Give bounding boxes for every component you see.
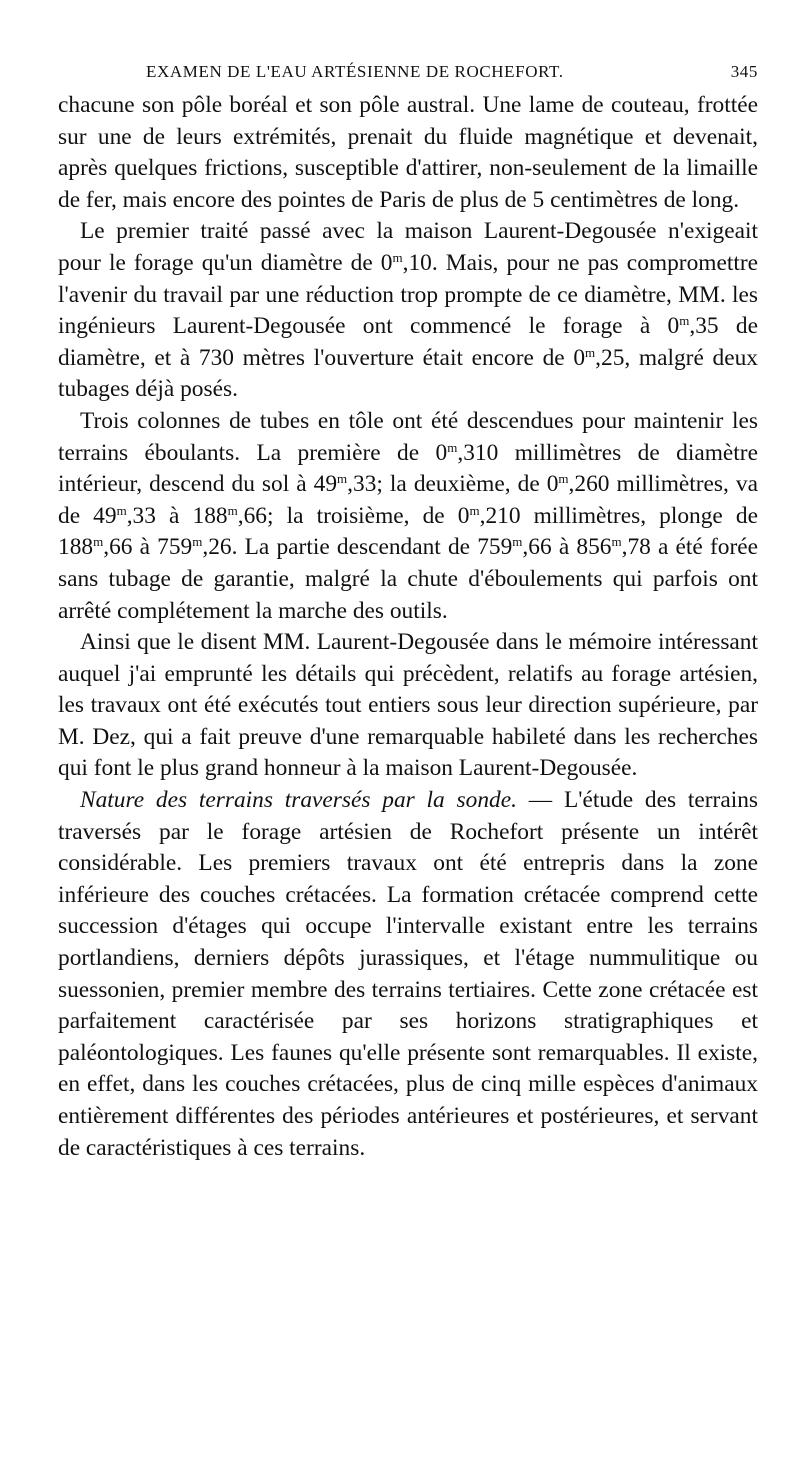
unit-superscript: m — [337, 471, 348, 487]
text-run: Le premier traité passé avec la maison Laurent-Degousée n'exigeait pour le forage qu'un diamètre de 0 — [58, 218, 758, 276]
unit-superscript: m — [512, 534, 523, 550]
paragraph — [58, 216, 758, 406]
unit-superscript: m — [469, 502, 480, 518]
running-head — [58, 50, 758, 90]
text-run: ,66; la troisième, de 0 — [237, 502, 470, 529]
unit-superscript: m — [227, 502, 238, 518]
text-run: ,210 millimètres, plonge de 188 — [58, 502, 758, 561]
unit-superscript: m — [558, 471, 569, 487]
unit-superscript: m — [611, 534, 622, 550]
text-run: chacune son pôle boréal et son pôle austral. Une lame de couteau, frottée sur une de leurs extrémités, prenait du fluide magnétique et devenait, après quelques frictions, susceptible d'attirer, non-seulement de la limaille de fer, mais encore des pointes de Paris de plus de 5 centimètres de long. — [58, 92, 758, 213]
unit-superscript: m — [93, 534, 104, 550]
text-run: ,25, malgré deux tubages déjà posés. — [58, 344, 758, 403]
unit-superscript: m — [192, 534, 203, 550]
text-run: Trois colonnes de tubes en tôle ont été descendues pour maintenir les terrains éboulants. La première de 0 — [58, 407, 758, 466]
paragraph — [58, 406, 758, 627]
unit-superscript: m — [116, 502, 127, 518]
text-run: ,33; la deuxième, de 0 — [347, 471, 559, 498]
text-run: ,35 de diamètre, et à 730 mètres l'ouverture était encore de 0 — [58, 313, 759, 371]
text-run: ,260 millimètres, va de 49 — [58, 471, 758, 529]
paragraph — [58, 90, 758, 216]
text-run: — L'étude des terrains traversés par le forage artésien de Rochefort présente un intérêt considérable. Les premiers travaux ont été entrepris dans la zone inférieure des couches crétacées. La formation crétacée comprend cette succession d'étages qui occupe l'intervalle existant entre les terrains portlandiens, derniers dépôts jurassiques, et l'étage nummulitique ou suessonien, premier membre des terrains tertiaires. Cette zone crétacée est parfaitement caractérisée par ses horizons stratigraphiques et paléontologiques. Les faunes qu'elle présente sont remarquables. Il existe, en effet, dans les couches crétacées, plus de cinq mille espèces d'animaux entièrement différentes des périodes antérieures et postérieures, et servant de caractéristiques à ces terrains. — [58, 787, 758, 1161]
text-run: Ainsi que le disent MM. Laurent-Degousée dans le mémoire intéressant auquel j'ai emprunté les détails qui précèdent, relatifs au forage artésien, les travaux ont été exécutés tout entiers sous leur direction supérieure, par M. Dez, qui a fait preuve d'une remarquable habileté dans les recherches qui font le plus grand honneur à la maison Laurent-Degousée. — [58, 629, 758, 782]
text-run: ,66 à 856 — [522, 534, 612, 561]
text-run: ,10. Mais, pour ne pas compromettre l'avenir du travail par une réduction trop prompte de ce diamètre, MM. les ingénieurs Laurent-Degousée ont commencé le forage à 0 — [58, 249, 759, 340]
unit-superscript: m — [585, 344, 596, 360]
text-run: ,78 a été forée sans tubage de garantie, malgré la chute d'éboulements qui parfois ont arrêté complétement la marche des outils. — [58, 534, 759, 624]
unit-superscript: m — [447, 439, 458, 455]
paragraph — [58, 785, 758, 1164]
text-run: ,33 à 188 — [126, 502, 228, 529]
page-number: 345 — [730, 62, 758, 81]
unit-superscript: m — [392, 249, 403, 265]
body-text — [58, 90, 758, 1164]
text-run: ,66 à 759 — [103, 534, 193, 561]
section-title: Nature des terrains traversés par la sonde. — [80, 787, 517, 814]
text-run: ,310 millimètres de diamètre intérieur, descend du sol à 49 — [58, 439, 758, 498]
book-page — [58, 50, 758, 1164]
paragraph — [58, 627, 758, 785]
text-run: ,26. La partie descendant de 759 — [202, 534, 513, 561]
unit-superscript: m — [679, 313, 690, 329]
running-title: EXAMEN DE L'EAU ARTÉSIENNE DE ROCHEFORT. — [146, 62, 564, 81]
